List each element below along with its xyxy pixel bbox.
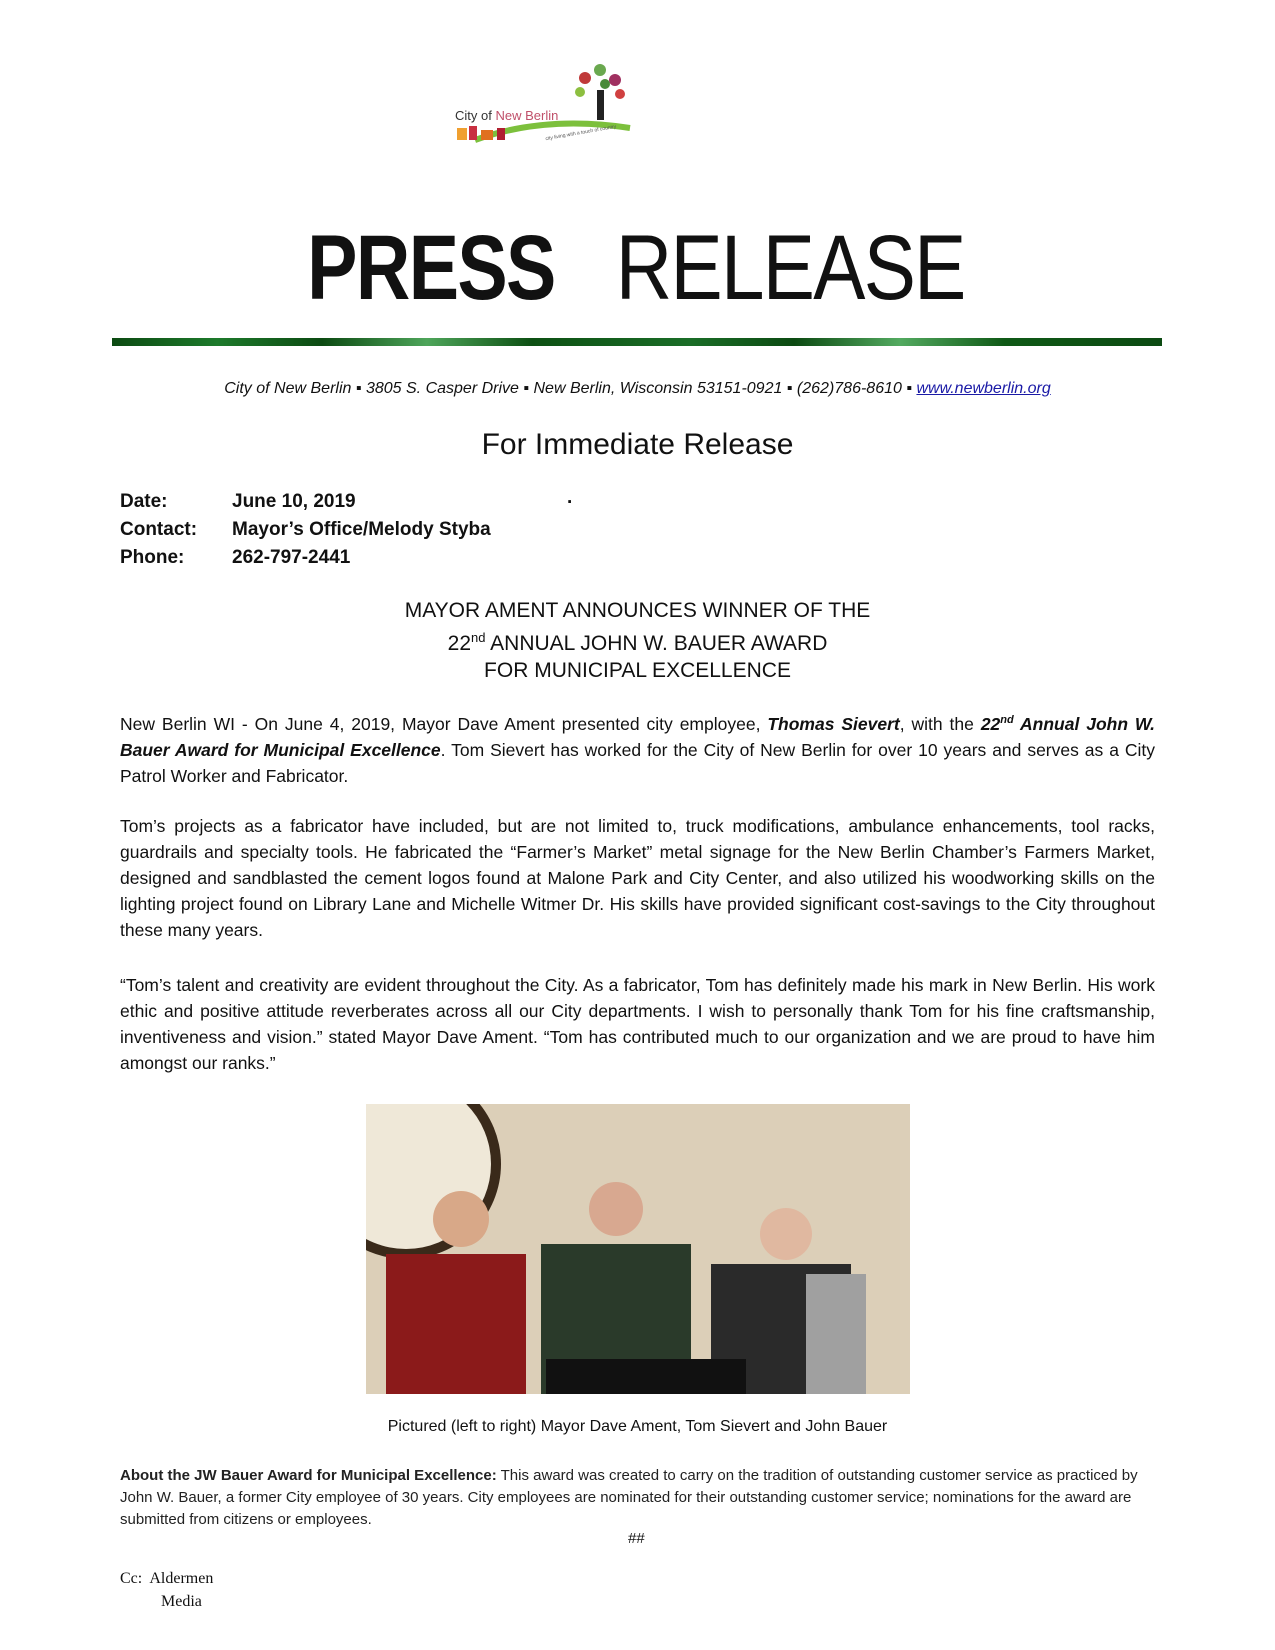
logo-city: City of bbox=[455, 108, 496, 123]
photo-caption: Pictured (left to right) Mayor Dave Ament, Tom Sievert and John Bauer bbox=[387, 1418, 888, 1435]
headline-sup: nd bbox=[471, 630, 486, 645]
meta-value: 262-797-2441 bbox=[232, 547, 351, 568]
award-sup: nd bbox=[1000, 714, 1014, 726]
meta-label: Contact: bbox=[120, 519, 198, 540]
headline-line: MAYOR AMENT ANNOUNCES WINNER OF THE bbox=[404, 599, 871, 622]
meta-label: Phone: bbox=[120, 547, 185, 568]
cc-item: Media bbox=[161, 1593, 202, 1610]
page-title bbox=[0, 218, 1275, 318]
title-regular: RELEASE bbox=[615, 217, 965, 319]
cc-list bbox=[120, 1567, 213, 1613]
award-number: 22 bbox=[980, 713, 1001, 734]
text: New Berlin WI - On June 4, 2019, Mayor Dave Ament presented city employee, bbox=[120, 713, 768, 734]
end-mark: ## bbox=[628, 1530, 645, 1547]
headline-line: FOR MUNICIPAL EXCELLENCE bbox=[484, 659, 791, 682]
about-text: This award was created to carry on the tradition of outstanding customer service as practiced by John W. Bauer, a former City employee of 30 years. City employees are nominated for their outstanding customer service; nominations for the award are submitted from citizens or employees. bbox=[120, 1467, 1138, 1528]
tree-icon bbox=[455, 60, 635, 145]
meta-value: Mayor’s Office/Melody Styba bbox=[232, 519, 491, 540]
headline-number: 22 bbox=[447, 632, 471, 655]
meta-label: Date: bbox=[120, 491, 168, 512]
photo-illustration-icon bbox=[366, 1104, 910, 1394]
address-text: City of New Berlin ▪ 3805 S. Casper Drive ▪ New Berlin, Wisconsin 53151-0921 ▪ (262)786-8610 ▪ bbox=[224, 380, 917, 397]
award-name: Annual John W. Bauer Award for Municipal Excellence bbox=[120, 713, 1156, 760]
headline bbox=[0, 597, 1275, 684]
employee-name: Thomas Sievert bbox=[767, 713, 900, 734]
logo-tagline: city living with a touch of country bbox=[545, 123, 617, 143]
paragraph-2: Tom’s projects as a fabricator have included, but are not limited to, truck modifications, ambulance enhancements, tool racks, guardrails and specialty tools. He fabricated the “Farmer’s Market” metal signage for the New Berlin Chamber’s Farmers Market, designed and sandblasted the cement logos found at Malone Park and City Center, and also utilized his woodworking skills on the lighting project found on Library Lane and Michelle Witmer Dr. His skills have provided significant cost-savings to the City throughout these many years. bbox=[120, 816, 1155, 940]
meta-block bbox=[120, 488, 491, 572]
logo-name: New Berlin bbox=[495, 108, 559, 123]
stray-period: . bbox=[567, 487, 573, 508]
text: . Tom Sievert has worked for the City of New Berlin for over 10 years and serves as a City Patrol Worker and Fabricator. bbox=[120, 739, 1155, 786]
headline-text: ANNUAL JOHN W. BAUER AWARD bbox=[485, 632, 828, 655]
about-award bbox=[120, 1465, 1155, 1531]
text: , with the bbox=[899, 713, 981, 734]
title-bold: PRESS bbox=[306, 217, 555, 319]
website-link[interactable]: www.newberlin.org bbox=[916, 380, 1051, 397]
divider-bar bbox=[112, 338, 1162, 346]
meta-value: June 10, 2019 bbox=[232, 491, 356, 512]
meta-contact bbox=[120, 516, 491, 544]
award-photo bbox=[366, 1104, 910, 1394]
headline-line bbox=[0, 624, 1275, 657]
meta-date bbox=[120, 488, 491, 516]
paragraph-3: “Tom’s talent and creativity are evident throughout the City. As a fabricator, Tom has definitely made his mark in New Berlin. His work ethic and positive attitude reverberates across all our City departments. I wish to personally thank Tom for his fine craftsmanship, inventiveness and vision.” stated Mayor Dave Ament. “Tom has contributed much to our organization and we are proud to have him amongst our ranks.” bbox=[120, 975, 1155, 1073]
address-line bbox=[0, 380, 1275, 398]
meta-phone bbox=[120, 544, 491, 572]
about-label: About the JW Bauer Award for Municipal Excellence: bbox=[120, 1467, 497, 1484]
city-logo bbox=[455, 60, 635, 145]
cc-item: Aldermen bbox=[149, 1570, 214, 1587]
release-type: For Immediate Release bbox=[481, 428, 794, 461]
cc-label: Cc: bbox=[120, 1570, 143, 1587]
paragraph-1 bbox=[120, 707, 1155, 789]
